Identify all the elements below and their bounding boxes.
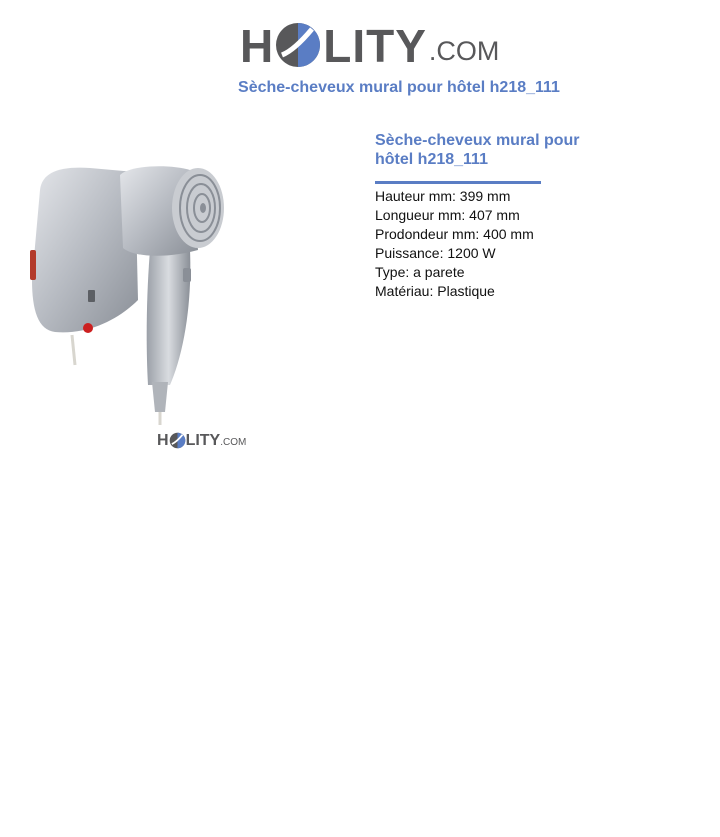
spec-type: Type: a parete <box>375 264 465 280</box>
logo-suffix: .COM <box>428 36 500 66</box>
spec-depth: Prodondeur mm: 400 mm <box>375 226 534 242</box>
spec-power: Puissance: 1200 W <box>375 245 496 261</box>
logo-o-icon <box>274 21 322 69</box>
watermark-o-icon <box>169 432 186 449</box>
holity-logo[interactable] <box>240 13 500 72</box>
spec-list <box>375 187 675 301</box>
watermark-letter-h: H <box>157 432 169 449</box>
watermark-letters-lity: LITY <box>185 432 221 449</box>
product-details <box>375 131 675 301</box>
logo-letters-lity: LITY <box>323 20 427 72</box>
spec-length: Longueur mm: 407 mm <box>375 207 520 223</box>
spec-material: Matériau: Plastique <box>375 283 495 299</box>
page-title: Sèche-cheveux mural pour hôtel h218_111 <box>238 79 560 96</box>
hair-dryer-icon <box>20 150 240 430</box>
watermark-logo <box>157 432 246 449</box>
product-title: Sèche-cheveux mural pour hôtel h218_111 <box>375 132 580 168</box>
title-underline <box>375 181 541 184</box>
logo-letter-h: H <box>240 20 275 72</box>
spec-height: Hauteur mm: 399 mm <box>375 188 511 204</box>
watermark-suffix: .COM <box>220 437 247 448</box>
